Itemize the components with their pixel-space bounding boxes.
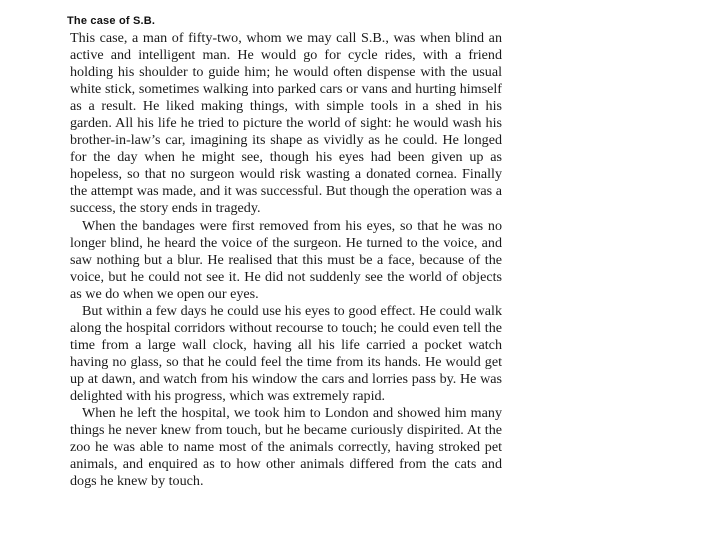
document-body: [70, 30, 502, 490]
paragraph-4: When he left the hospital, we took him to London and showed him many things he never knew from touch, but he became curiously dispirited. At the zoo he was able to name most of the animals correctly, having stroked pet animals, and enquired as to how other animals differed from the cats and dogs he knew by touch.: [70, 405, 502, 490]
paragraph-1: This case, a man of fifty-two, whom we may call S.B., was when blind an active and intelligent man. He would go for cycle rides, with a friend holding his shoulder to guide him; he would often dispense with the usual white stick, sometimes walking into parked cars or vans and hurting himself as a result. He liked making things, with simple tools in a shed in his garden. All his life he tried to picture the world of sight: he would wash his brother-in-law’s car, imagining its shape as vividly as he could. He longed for the day when he might see, though his eyes had been given up as hopeless, so that no surgeon would risk wasting a donated cornea. Finally the attempt was made, and it was successful. But though the operation was a success, the story ends in tragedy.: [70, 30, 502, 217]
paragraph-3: But within a few days he could use his eyes to good effect. He could walk along the hospital corridors without recourse to touch; he could even tell the time from a large wall clock, having all his life carried a pocket watch having no glass, so that he could feel the time from its hands. He would get up at dawn, and watch from his window the cars and lorries pass by. He was delighted with his progress, which was extremely rapid.: [70, 302, 502, 404]
document-heading: The case of S.B.: [67, 15, 156, 27]
paragraph-2: When the bandages were first removed from his eyes, so that he was no longer blind, he heard the voice of the surgeon. He turned to the voice, and saw nothing but a blur. He realised that this must be a face, because of the voice, but he could not see it. He did not suddenly see the world of objects as we do when we open our eyes.: [70, 217, 502, 302]
